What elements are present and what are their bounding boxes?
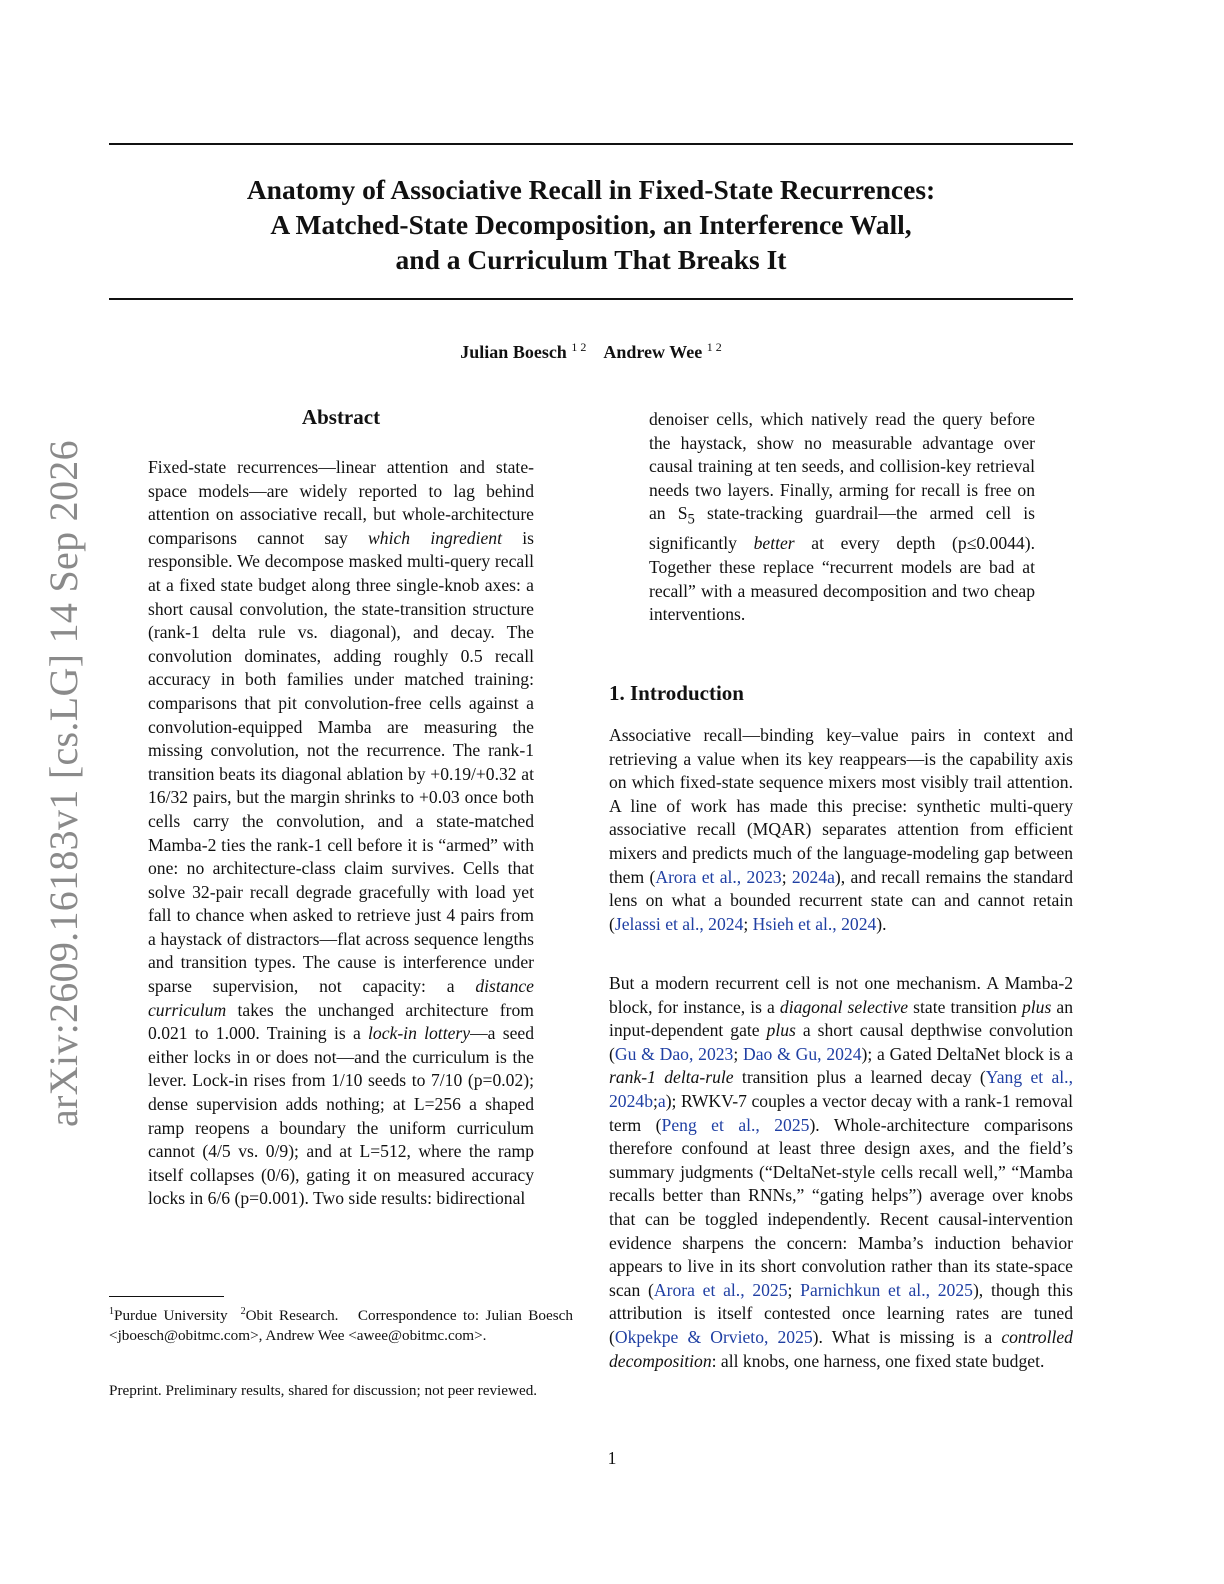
body-text: But a modern recurrent cell is not one mechanism. A Mamba-2 block, for instance, is a: [609, 973, 1073, 1017]
abstract-heading: Abstract: [301, 405, 381, 429]
abstract-text: takes the unchanged architecture from 0.021 to 1.000. Training is a: [148, 999, 534, 1044]
affiliation-footnote: $^1$Purdue University $^2$Obit Research. Correspondence to: Julian Boesch <jboesch@obitmc.com>, Andrew Wee <awee@obitmc.com>.: [109, 1306, 573, 1344]
citation-link[interactable]: Arora et al., 2025: [653, 1279, 788, 1300]
body-text: transition plus a learned decay (: [733, 1067, 986, 1088]
page-number: 1: [607, 1448, 617, 1468]
citation-link[interactable]: Hsieh et al., 2024: [752, 913, 877, 934]
section-heading-introduction: 1. Introduction: [609, 681, 744, 705]
citation-link[interactable]: Yang et al., 2024b: [609, 1067, 1073, 1111]
citation-link[interactable]: Okpekpe & Orvieto, 2025: [614, 1326, 813, 1347]
title-line-3: and a Curriculum That Breaks It: [395, 244, 787, 275]
body-emphasis: plus: [1021, 996, 1052, 1017]
body-text: ).: [876, 913, 887, 934]
author-list: [109, 340, 1073, 363]
body-text: : all knobs, one harness, one fixed state budget.: [711, 1350, 1045, 1371]
citation-link[interactable]: Parnichkun et al., 2025: [800, 1279, 973, 1300]
body-text: a short causal depthwise convolution (: [609, 1020, 1073, 1064]
citation-link[interactable]: Gu & Dao, 2023: [614, 1043, 734, 1064]
affiliation-1: Purdue University: [114, 1307, 228, 1325]
body-emphasis: rank-1 delta-rule: [609, 1067, 734, 1088]
arxiv-identifier-stamp: arXiv:2609.16183v1 [cs.LG] 14 Sep 2026: [41, 440, 86, 1127]
affiliation-2: Obit Research.: [245, 1307, 339, 1325]
body-text: ); a Gated DeltaNet block is a: [861, 1043, 1073, 1064]
body-emphasis: diagonal selective: [779, 996, 909, 1017]
abstract-text: state-tracking guardrail—the armed cell is significantly: [649, 503, 1035, 554]
body-text: ), and recall remains the standard lens on what a bounded recurrent state can and cannot retain (: [609, 866, 1073, 934]
abstract-emphasis: lock-in lottery: [368, 1023, 471, 1044]
math-subscript: 5: [687, 511, 695, 528]
body-text: ). Whole-architecture comparisons therefore confound at least three design axes, and the field’s summary judgments (“DeltaNet-style cells recall well,” “Mamba recalls better than RNNs,” “gating helps”) average over knobs that can be toggled independently. Recent causal-intervention evidence sharpens the concern: Mamba’s induction behavior appears to live in its short convolution rather than its state-space scan (: [609, 1114, 1073, 1300]
citation-link[interactable]: 2024a: [791, 866, 835, 887]
title-line-1: Anatomy of Associative Recall in Fixed-State Recurrences:: [246, 174, 936, 205]
body-text: state transition: [908, 996, 1022, 1017]
abstract-body: [148, 456, 534, 1211]
citation-link[interactable]: Peng et al., 2025: [661, 1114, 810, 1135]
footnote-rule: [109, 1296, 224, 1297]
abstract-emphasis: distance curriculum: [148, 976, 534, 1020]
citation-link[interactable]: Jelassi et al., 2024: [614, 913, 744, 934]
body-text: Associative recall—binding key–value pairs in context and retrieving a value when its key reappears—is the capability axis on which fixed-state sequence mixers most visibly trail attention. A line of work has made this precise: synthetic multi-query associative recall (MQAR) separates attention from efficient mixers and predicts much of the language-modeling gap between them (: [609, 725, 1073, 887]
citation-link[interactable]: Dao & Gu, 2024: [743, 1043, 862, 1064]
abstract-emphasis: better: [753, 533, 795, 554]
body-emphasis: controlled decomposition: [609, 1326, 1073, 1371]
author-name: Andrew Wee: [603, 342, 703, 362]
abstract-text: at every depth (p≤0.0044). Together these replace “recurrent models are bad at recall” with a measured decomposition and two cheap interventions.: [649, 533, 1035, 625]
author-affiliation: 1 2: [706, 340, 722, 354]
body-text: an input-dependent gate: [609, 996, 1073, 1041]
author-name: Julian Boesch: [460, 342, 567, 362]
intro-paragraph-2: But a modern recurrent cell is not one mechanism. A Mamba-2 block, for instance, is a diagonal selective state transition plus an input-dependent gate plus a short causal depthwise convolution (Gu & Dao, 2023; Dao & Gu, 2024); a Gated DeltaNet block is a rank-1 delta-rule transition plus a learned decay (Yang et al., 2024b;a); RWKV-7 couples a vector decay with a rank-1 removal term (Peng et al., 2025). Whole-architecture comparisons therefore confound at least three design axes, and the field’s summary judgments (“DeltaNet-style cells recall well,” “Mamba recalls better than RNNs,” “gating helps”) average over knobs that can be toggled independently. Recent causal-intervention evidence sharpens the concern: Mamba’s induction behavior appears to live in its short convolution rather than its state-space scan (Arora et al., 2025; Parnichkun et al., 2025), though this attribution is itself contested once learning rates are tuned (Okpekpe & Orvieto, 2025). What is missing is a controlled decomposition: all knobs, one harness, one fixed state budget.: [609, 973, 1073, 1371]
body-text: ). What is missing is a: [812, 1326, 1002, 1347]
abstract-text: —a seed either locks in or does not—and the curriculum is the lever. Lock-in rises from 1/10 seeds to 7/10 (p=0.02); dense supervision adds nothing; at L=256 a shaped ramp reopens a boundary the uniform curriculum cannot (4/5 vs. 0/9); and at L=512, where the ramp itself collapses (0/6), gating it on measured accuracy locks in 6/6 (p=0.001). Two side results: bidirectional: [148, 1023, 534, 1209]
abstract-text: is responsible. We decompose masked multi-query recall at a fixed state budget along three single-knob axes: a short causal convolution, the state-transition structure (rank-1 delta rule vs. diagonal), and decay. The convolution dominates, adding roughly 0.5 recall accuracy in both families under matched training: comparisons that pit convolution-free cells against a convolution-equipped Mamba are measuring the missing convolution, not the recurrence. The rank-1 transition beats its diagonal ablation by +0.19/+0.32 at 16/32 pairs, but the margin shrinks to +0.03 once both cells carry the convolution, and a state-matched Mamba-2 ties the rank-1 cell before it is “armed” with one: no architecture-class claim survives. Cells that solve 32-pair recall degrade gracefully with load yet fall to chance when asked to retrieve just 4 pairs from a haystack of distractors—flat across sequence lengths and transition types. The cause is interference under sparse supervision, not capacity: a: [148, 527, 534, 997]
citation-link[interactable]: a: [657, 1090, 666, 1111]
title-line-2: A Matched-State Decomposition, an Interference Wall,: [270, 209, 912, 240]
title-rule-bottom: [109, 298, 1073, 300]
abstract-continued: [649, 408, 1035, 627]
abstract-text: denoiser cells, which natively read the query before the haystack, show no measurable advantage over causal training at ten seeds, and collision-key retrieval needs two layers. Finally, arming for recall is free on an S: [649, 409, 1035, 524]
paper-title: [109, 172, 1073, 277]
body-text: ), though this attribution is itself contested once learning rates are tuned (: [609, 1279, 1073, 1347]
citation-link[interactable]: Arora et al., 2023: [655, 866, 782, 887]
abstract-emphasis: which ingredient: [368, 527, 502, 548]
body-emphasis: plus: [766, 1020, 796, 1041]
author-affiliation: 1 2: [571, 340, 587, 354]
abstract-text: Fixed-state recurrences—linear attention and state-space models—are widely reported to lag behind attention on associative recall, but whole-architecture comparisons cannot say: [148, 457, 534, 548]
correspondence: Correspondence to: Julian Boesch <jboesch@obitmc.com>, Andrew Wee <awee@obitmc.com>.: [109, 1307, 573, 1344]
title-rule-top: [109, 143, 1073, 145]
body-text: ); RWKV-7 couples a vector decay with a rank-1 removal term (: [609, 1090, 1073, 1135]
intro-paragraph-1: Associative recall—binding key–value pairs in context and retrieving a value when its key reappears—is the capability axis on which fixed-state sequence mixers most visibly trail attention. A line of work has made this precise: synthetic multi-query associative recall (MQAR) separates attention from efficient mixers and predicts much of the language-modeling gap between them (Arora et al., 2023; 2024a), and recall remains the standard lens on what a bounded recurrent state can and cannot retain (Jelassi et al., 2024; Hsieh et al., 2024).: [609, 725, 1073, 934]
preprint-note: Preprint. Preliminary results, shared for discussion; not peer reviewed.: [109, 1382, 538, 1399]
